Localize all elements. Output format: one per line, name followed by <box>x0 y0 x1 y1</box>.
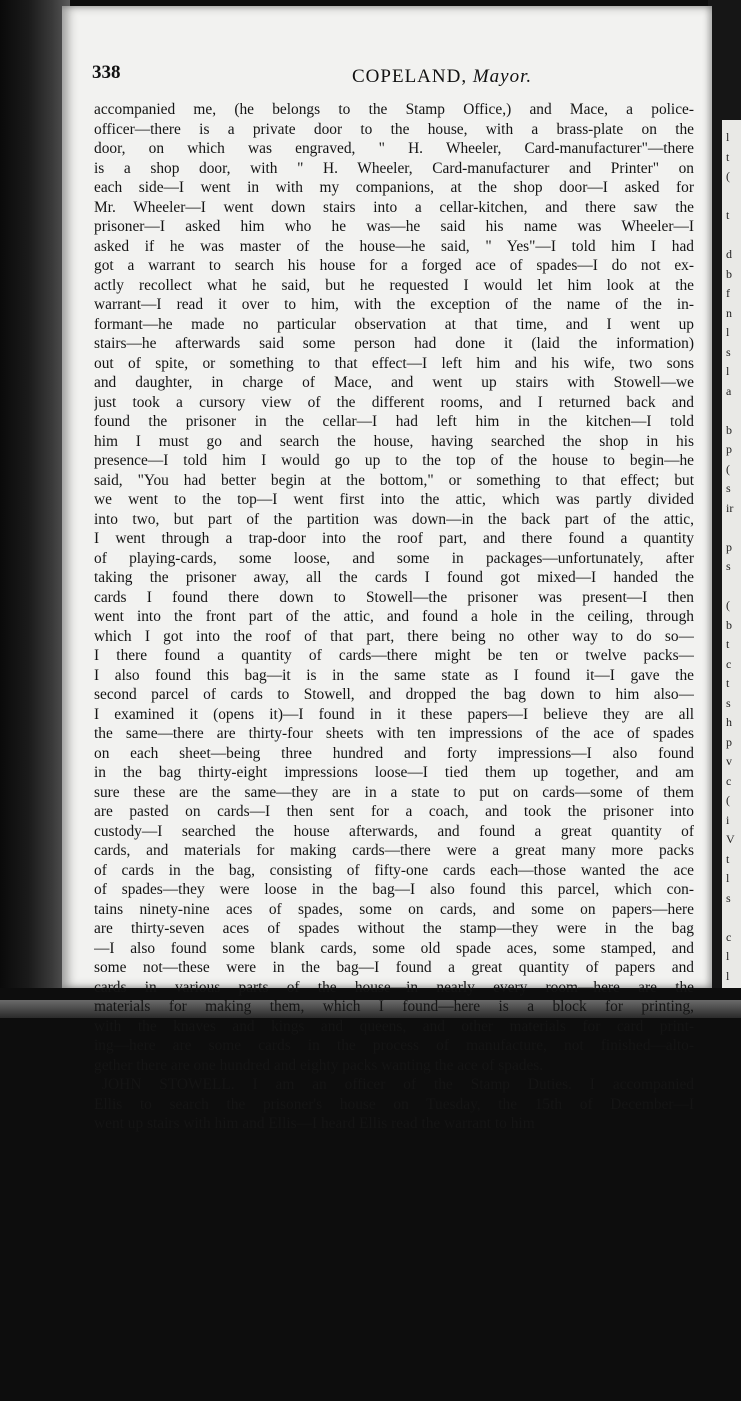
text-line: materials for making them, which I found—here is a block for printing, <box>94 998 694 1015</box>
margin-letter: a <box>726 383 732 398</box>
margin-letter: s <box>726 559 731 573</box>
margin-letter: ( <box>726 598 730 612</box>
margin-letter: ( <box>726 793 730 807</box>
margin-letter: p <box>726 734 732 749</box>
body-text <box>94 100 694 1134</box>
text-line: —I also found some blank cards, some old spade aces, some stamped, and <box>94 939 694 957</box>
text-line: I also found this bag—it is in the same state as I found it—I gave the <box>94 666 694 684</box>
text-line: of cards in the bag, consisting of fifty-one cards each—those wanted the ace <box>94 861 694 879</box>
text-line: cards in various parts of the house—in nearly every room—here are the <box>94 978 694 996</box>
text-line: I went through a trap-door into the roof part, and there found a quantity <box>94 530 694 547</box>
margin-letter: s <box>726 344 731 359</box>
text-line: into two, but part of the partition was down—in the back part of the attic, <box>94 510 694 528</box>
text-line: prisoner—I asked him who he was—he said his name was Wheeler—I <box>94 218 694 235</box>
text-line: actly recollect what he said, but he requested I would let him look at the <box>94 276 694 294</box>
margin-letter: l <box>726 364 730 378</box>
text-line: some not—these were in the bag—I found a great quantity of papers and <box>94 959 694 976</box>
margin-letter: t <box>726 637 730 651</box>
margin-letter: ( <box>726 169 730 183</box>
text-line: in the bag thirty-eight impressions loose—I tied them up together, and am <box>94 764 694 781</box>
text-line: found the prisoner in the cellar—I had left him in the kitchen—I told <box>94 413 694 430</box>
text-line: ing—here are some cards in the process of manufacture, not finished—alto- <box>94 1037 694 1054</box>
margin-letter: l <box>726 949 730 963</box>
text-line: went into the front part of the attic, and found a hole in the ceiling, through <box>94 608 694 625</box>
text-line: I examined it (opens it)—I found in it these papers—I believe they are all <box>94 705 694 723</box>
text-line: are pasted on cards—I then sent for a coach, and took the prisoner into <box>94 803 694 820</box>
facing-page-strip <box>722 120 741 1120</box>
margin-letter: c <box>726 929 732 944</box>
margin-letter: V <box>726 832 735 846</box>
text-line: and daughter, in charge of Mace, and went up stairs with Stowell—we <box>94 374 694 391</box>
text-line: formant—he made no particular observation at that time, and I went up <box>94 315 694 333</box>
margin-letter: h <box>726 715 732 729</box>
margin-letter: b <box>726 422 732 437</box>
text-line: of playing-cards, some loose, and some in packages—unfortunately, after <box>94 549 694 567</box>
text-line: accompanied me, (he belongs to the Stamp Office,) and Mace, a police- <box>94 101 694 118</box>
margin-letter: t <box>726 149 730 164</box>
text-line: second parcel of cards to Stowell, and dropped the bag down to him also— <box>94 686 694 703</box>
text-line: JOHN STOWELL. I am an officer of the Stamp Duties. I accompanied <box>102 1076 694 1093</box>
margin-letter: l <box>726 325 730 339</box>
margin-letter: d <box>726 247 732 261</box>
text-line: asked if he was master of the house—he said, " Yes"—I told him I had <box>94 237 694 255</box>
text-line: are thirty-seven aces of spades without the stamp—they were in the bag <box>94 920 694 937</box>
margin-letter: b <box>726 617 732 632</box>
text-line: cards I found there down to Stowell—the prisoner was present—I then <box>94 588 694 606</box>
margin-letter: b <box>726 266 732 281</box>
margin-letter: l <box>726 968 730 983</box>
text-line: we went to the top—I went first into the attic, which was partly divided <box>94 491 694 508</box>
text-line: just took a cursory view of the different rooms, and I returned back and <box>94 393 694 411</box>
text-line: custody—I searched the house afterwards, and found a great quantity of <box>94 822 694 840</box>
text-line: Mr. Wheeler—I went down stairs into a cellar-kitchen, and there saw the <box>94 198 694 216</box>
text-line: is a shop door, with " H. Wheeler, Card-manufacturer and Printer" on <box>94 159 694 177</box>
text-line: cards, and materials for making cards—there were a great many more packs <box>94 842 694 859</box>
text-line: him I must go and search the house, having searched the shop in his <box>94 432 694 450</box>
margin-letter: ir <box>726 500 734 515</box>
margin-letter: t <box>726 208 730 222</box>
text-line: Ellis to search the prisoner's house on Tuesday, the 15th of December—I <box>94 1095 694 1113</box>
text-line: stairs—he afterwards said some person had done it (laid the information) <box>94 335 694 352</box>
text-line: tains ninety-nine aces of spades, some on cards, and some on papers—here <box>94 900 694 918</box>
text-line: gether there are one hundred and eighty packs wanting the ace of spades. <box>94 1056 544 1074</box>
text-line: the same—there are thirty-four sheets with ten impressions of the ace of spades <box>94 725 694 742</box>
text-line: door, on which was engraved, " H. Wheeler, Card-manufacturer"—there <box>94 140 694 157</box>
text-line: taking the prisoner away, all the cards I found got mixed—I handed the <box>94 569 694 586</box>
text-line: each side—I went in with my companions, at the shop door—I asked for <box>94 179 694 196</box>
margin-letter: i <box>726 812 730 827</box>
running-head <box>352 66 532 88</box>
margin-letter: s <box>726 890 731 905</box>
text-line: out of spite, or something to that effect—I left him and his wife, two sons <box>94 354 694 372</box>
text-line: I there found a quantity of cards—there might be ten or twelve packs— <box>94 647 694 664</box>
text-line: with the knaves and kings and queens, and other materials for card print- <box>94 1017 694 1035</box>
margin-letter: v <box>726 754 732 768</box>
margin-letter: t <box>726 676 730 690</box>
margin-letter: s <box>726 481 731 495</box>
running-head-title: Mayor. <box>472 66 533 87</box>
text-line: of spades—they were loose in the bag—I also found this parcel, which con- <box>94 881 694 898</box>
page-header <box>92 62 692 92</box>
margin-letter: n <box>726 305 732 320</box>
page-number: 338 <box>92 62 121 83</box>
text-line: went up stairs with him and Ellis—I heard Ellis read the warrant to him <box>94 1115 535 1132</box>
text-line: sure these are the same—they are in a state to put on cards—some of them <box>94 783 694 801</box>
margin-letter: c <box>726 773 732 788</box>
margin-letter: s <box>726 695 731 710</box>
margin-letter: p <box>726 539 732 554</box>
text-line: got a warrant to search his house for a forged ace of spades—I do not ex- <box>94 257 694 274</box>
margin-letter: l <box>726 871 730 885</box>
margin-letter: l <box>726 130 730 144</box>
text-line: on each sheet—being three hundred and forty impressions—I also found <box>94 744 694 762</box>
text-line: officer—there is a private door to the house, with a brass-plate on the <box>94 120 694 138</box>
text-line: which I got into the roof of that part, there being no other way to do so— <box>94 627 694 645</box>
text-line: said, "You had better begin at the bottom," or something to that effect; but <box>94 471 694 489</box>
running-head-name: COPELAND, <box>352 66 468 87</box>
margin-letter: c <box>726 656 732 671</box>
text-line: presence—I told him I would go up to the top of the house to begin—he <box>94 452 694 469</box>
margin-letter: ( <box>726 461 730 476</box>
margin-letter: f <box>726 286 730 300</box>
margin-letter: p <box>726 442 732 456</box>
text-line: warrant—I read it over to him, with the exception of the name of the in- <box>94 296 694 313</box>
margin-letter: t <box>726 851 730 866</box>
